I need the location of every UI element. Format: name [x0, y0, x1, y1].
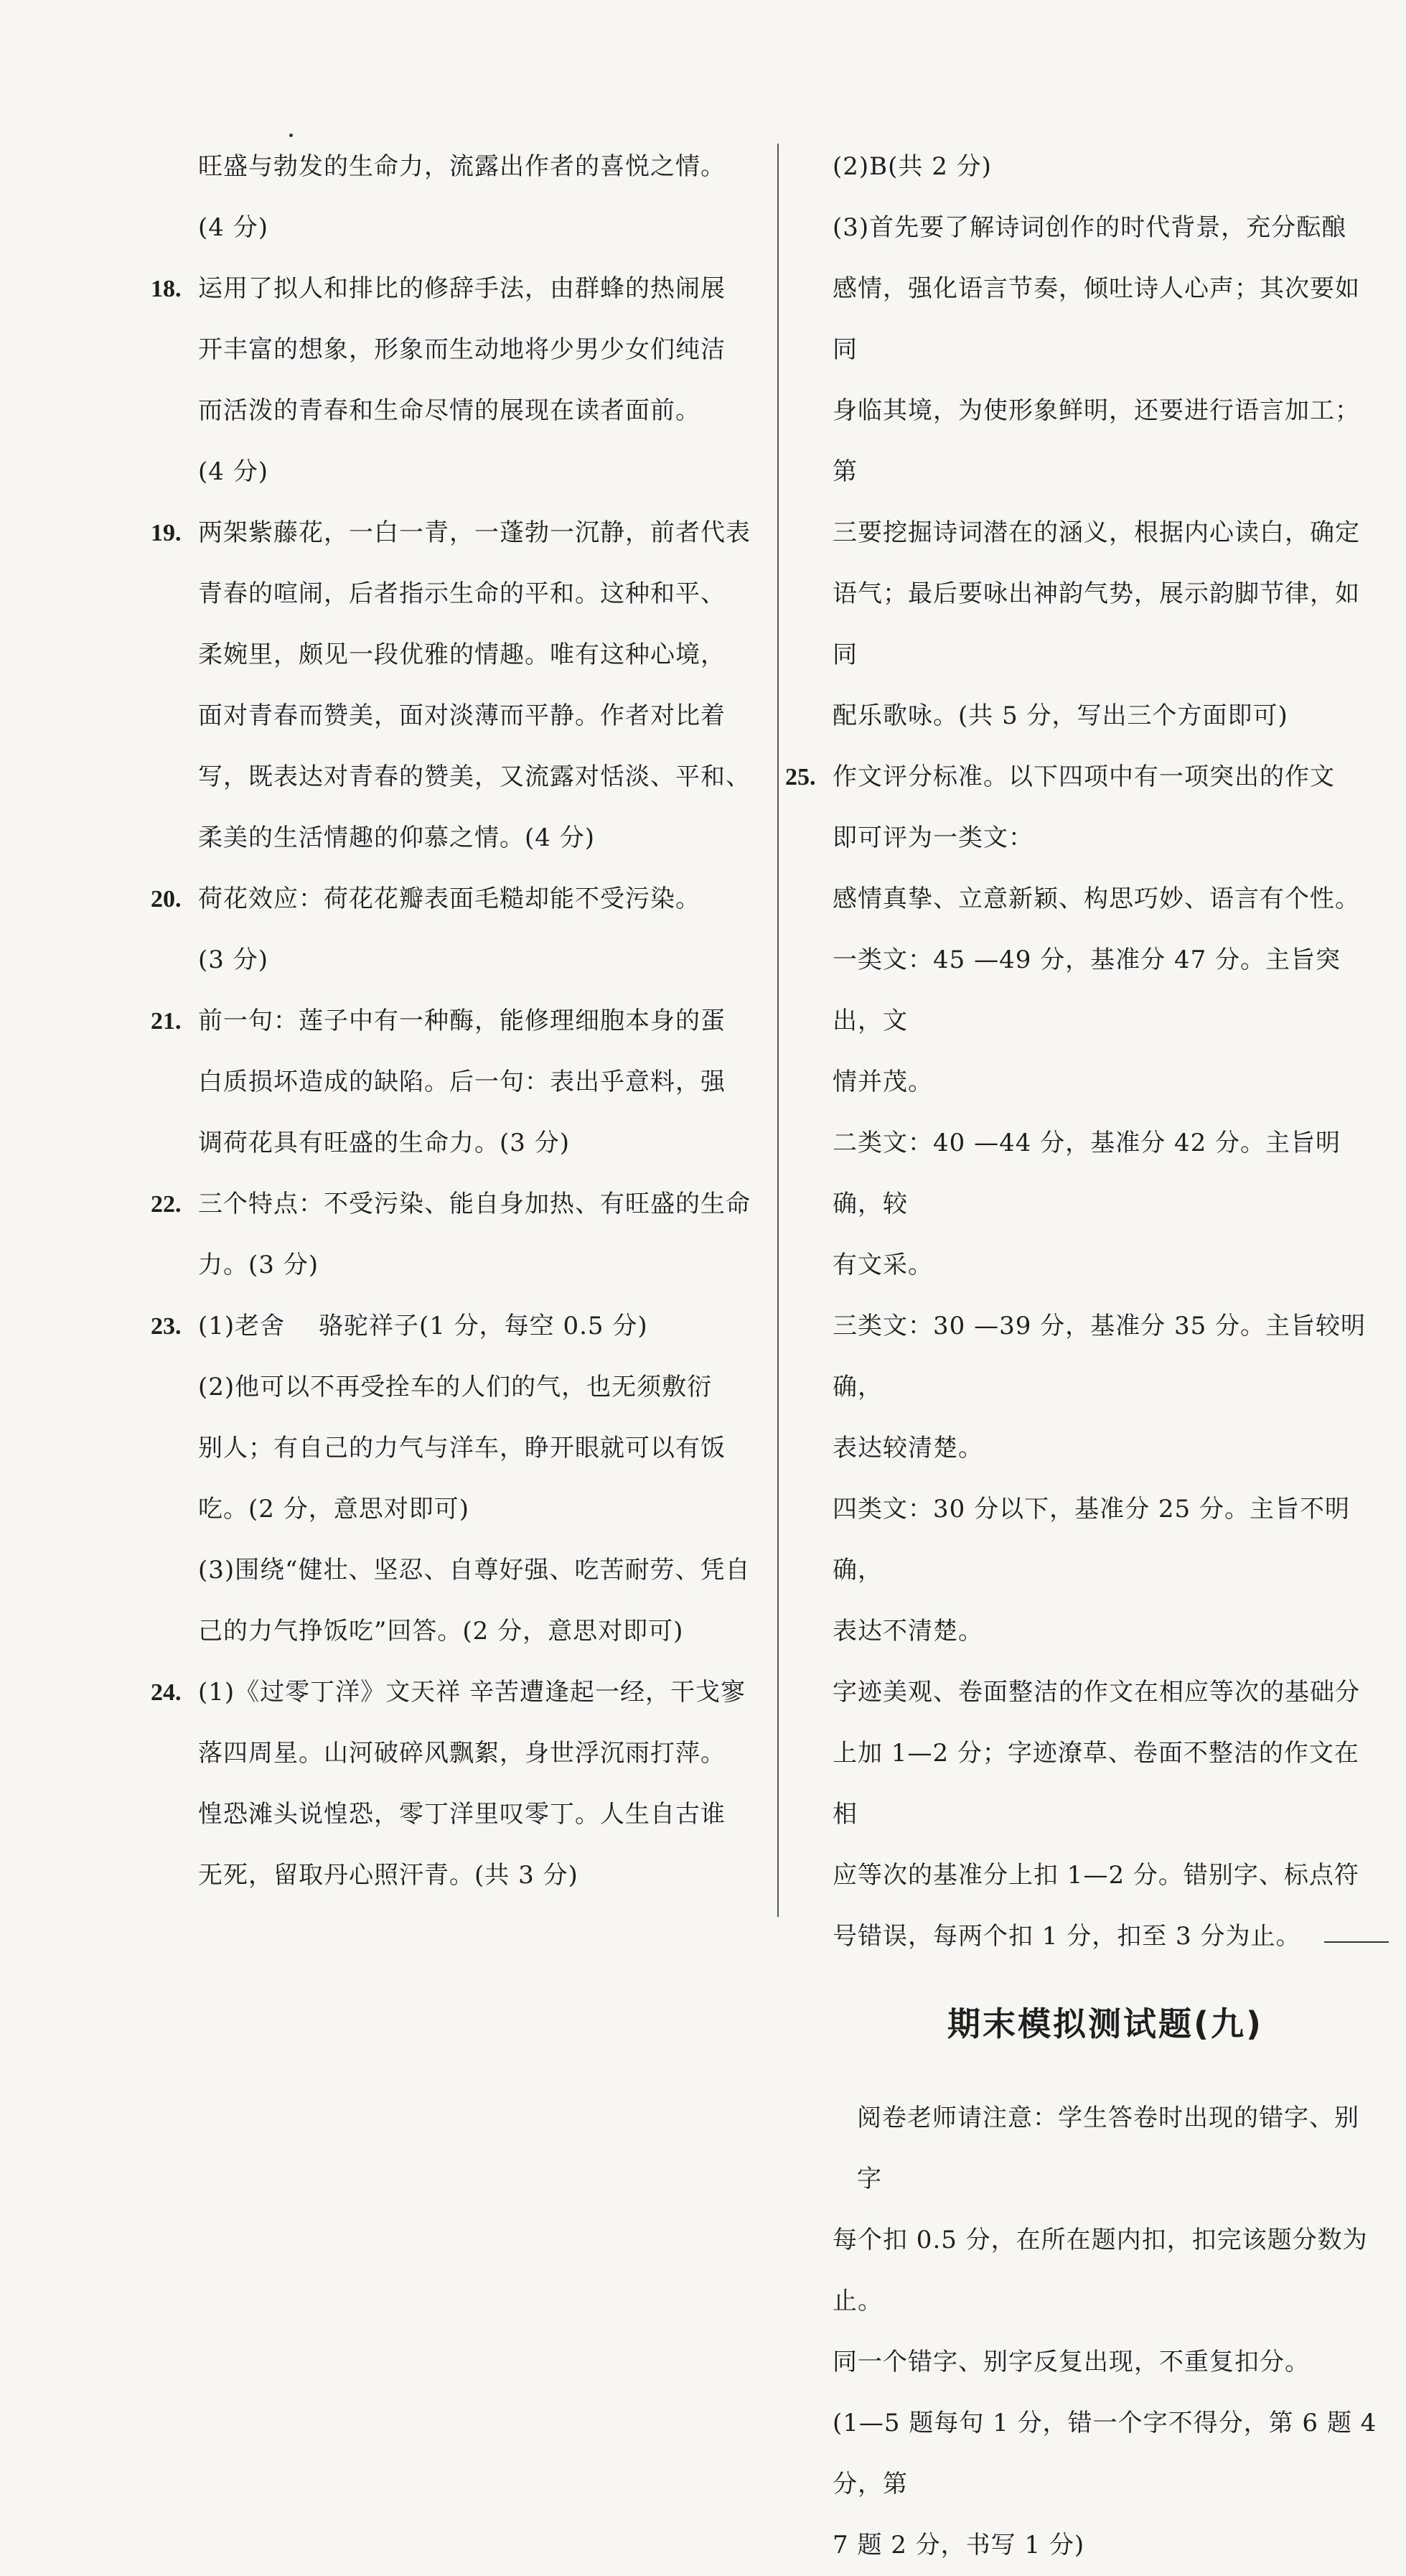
continuation-line: 感情，强化语言节奏，倾吐诗人心声；其次要如同 — [833, 274, 1360, 364]
answer-line: (1)老舍 骆驼祥子(1 分，每空 0.5 分) — [198, 1312, 648, 1340]
answer-line: 白质损坏造成的缺陷。后一句：表出乎意料，强 — [198, 1068, 726, 1096]
answer-line: 落四周星。山河破碎风飘絮，身世浮沉雨打萍。 — [198, 1739, 726, 1768]
grading-line: 四类文：30 分以下，基准分 25 分。主旨不明确， — [833, 1495, 1350, 1585]
answer-line: 开丰富的想象，形象而生动地将少男少女们纯洁 — [198, 335, 726, 364]
grading-line: 上加 1—2 分；字迹潦草、卷面不整洁的作文在相 — [833, 1739, 1359, 1829]
answer-line: 作文评分标准。以下四项中有一项突出的作文 — [833, 762, 1335, 791]
continuation-line: (2)B(共 2 分) — [833, 152, 992, 181]
item-number: 24. — [151, 1679, 182, 1706]
grading-line: 表达较清楚。 — [833, 1434, 983, 1462]
answer-line: 运用了拟人和排比的修辞手法，由群蜂的热闹展 — [198, 274, 726, 303]
notice-line: 每个扣 0.5 分，在所在题内扣，扣完该题分数为止。 — [833, 2226, 1368, 2315]
answer-line: 青春的喧闹，后者指示生命的平和。这种和平、 — [198, 579, 726, 608]
continuation-line: (3)首先要了解诗词创作的时代背景，充分酝酿 — [833, 213, 1347, 242]
answer-item-21 — [151, 991, 768, 1174]
answer-line: 惶恐滩头说惶恐，零丁洋里叹零丁。人生自古谁 — [198, 1800, 726, 1829]
continuation-line: 语气；最后要咏出神韵气势，展示韵脚节律，如同 — [833, 579, 1360, 669]
item-number: 20. — [151, 886, 182, 913]
continuation-line: 身临其境，为使形象鲜明，还要进行语言加工；第 — [833, 396, 1360, 486]
answer-line: 面对青春而赞美，面对淡薄而平静。作者对比着 — [198, 701, 726, 730]
column-divider — [777, 144, 779, 1917]
continuation-line: 配乐歌咏。(共 5 分，写出三个方面即可) — [833, 701, 1288, 730]
notice-line: 同一个错字、别字反复出现，不重复扣分。 — [833, 2348, 1310, 2376]
page-corner-rule — [1324, 1941, 1389, 1943]
answer-line: 柔婉里，颇见一段优雅的情趣。唯有这种心境， — [198, 640, 726, 669]
notice-line: (1—5 题每句 1 分，错一个字不得分，第 6 题 4 分，第 — [833, 2409, 1377, 2498]
answer-line: (4 分) — [198, 457, 268, 486]
answer-line: 调荷花具有旺盛的生命力。(3 分) — [198, 1129, 570, 1157]
grading-line: 感情真挚、立意新颖、构思巧妙、语言有个性。 — [833, 885, 1360, 913]
grading-line: 二类文：40 —44 分，基准分 42 分。主旨明确，较 — [833, 1129, 1341, 1218]
continuation-line: 三要挖掘诗词潜在的涵义，根据内心读白，确定 — [833, 518, 1360, 547]
item-number: 19. — [151, 520, 182, 546]
grading-line: 字迹美观、卷面整洁的作文在相应等次的基础分 — [833, 1678, 1360, 1707]
grading-line: 号错误，每两个扣 1 分，扣至 3 分为止。 — [833, 1922, 1301, 1951]
answer-line: (2)他可以不再受拴车的人们的气，也无须敷衍 — [198, 1373, 713, 1401]
intro-line: (4 分) — [198, 213, 268, 242]
grading-line: 表达不清楚。 — [833, 1617, 983, 1646]
answer-item-19 — [151, 503, 768, 869]
grading-line: 情并茂。 — [833, 1068, 933, 1096]
answer-item-22 — [151, 1174, 768, 1296]
item-number: 25. — [785, 764, 816, 790]
answer-line: (1)《过零丁洋》文天祥 辛苦遭逢起一经，干戈寥 — [198, 1678, 746, 1707]
answer-line: (3)围绕“健壮、坚忍、自尊好强、吃苦耐劳、凭自 — [198, 1556, 751, 1585]
answer-line: 写，既表达对青春的赞美，又流露对恬淡、平和、 — [198, 762, 751, 791]
grading-line: 三类文：30 —39 分，基准分 35 分。主旨较明确， — [833, 1312, 1367, 1401]
answer-line: 即可评为一类文： — [833, 823, 1034, 852]
answer-item-25 — [785, 747, 1378, 869]
item-number: 22. — [151, 1191, 182, 1218]
answer-line: 荷花效应：荷花花瓣表面毛糙却能不受污染。 — [198, 885, 700, 913]
answer-line: 己的力气挣饭吃”回答。(2 分，意思对即可) — [198, 1617, 684, 1646]
grading-line: 一类文：45 —49 分，基准分 47 分。主旨突出，文 — [833, 946, 1341, 1035]
answer-line: 无死，留取丹心照汗青。(共 3 分) — [198, 1861, 578, 1890]
answer-line: 前一句：莲子中有一种酶，能修理细胞本身的蛋 — [198, 1007, 726, 1035]
answer-line: 别人；有自己的力气与洋车，睁开眼就可以有饭 — [198, 1434, 726, 1462]
intro-line: 旺盛与勃发的生命力，流露出作者的喜悦之情。 — [198, 152, 726, 181]
item-number: 21. — [151, 1008, 182, 1035]
answer-line: 柔美的生活情趣的仰慕之情。(4 分) — [198, 823, 595, 852]
answer-line: 三个特点：不受污染、能自身加热、有旺盛的生命 — [198, 1190, 751, 1218]
right-column — [785, 136, 1378, 2576]
notice-line: 阅卷老师请注意：学生答卷时出现的错字、别字 — [857, 2104, 1359, 2193]
grading-line: 有文采。 — [833, 1251, 933, 1279]
section-title: 期末模拟测试题(九) — [947, 2005, 1264, 2043]
left-column — [151, 136, 768, 1906]
answer-item-20 — [151, 869, 768, 991]
answer-item-24 — [151, 1662, 768, 1906]
item-number: 23. — [151, 1313, 182, 1340]
answer-line: 力。(3 分) — [198, 1251, 319, 1279]
grading-line: 应等次的基准分上扣 1—2 分。错别字、标点符 — [833, 1861, 1359, 1890]
item-number: 18. — [151, 276, 182, 302]
answer-line: 两架紫藤花，一白一青，一蓬勃一沉静，前者代表 — [198, 518, 751, 547]
answer-line: (3 分) — [198, 946, 268, 974]
answer-line: 而活泼的青春和生命尽情的展现在读者面前。 — [198, 396, 700, 425]
answer-item-18 — [151, 258, 768, 503]
answer-item-23 — [151, 1296, 768, 1662]
answer-line: 吃。(2 分，意思对即可) — [198, 1495, 469, 1523]
notice-line: 7 题 2 分，书写 1 分) — [833, 2531, 1085, 2559]
